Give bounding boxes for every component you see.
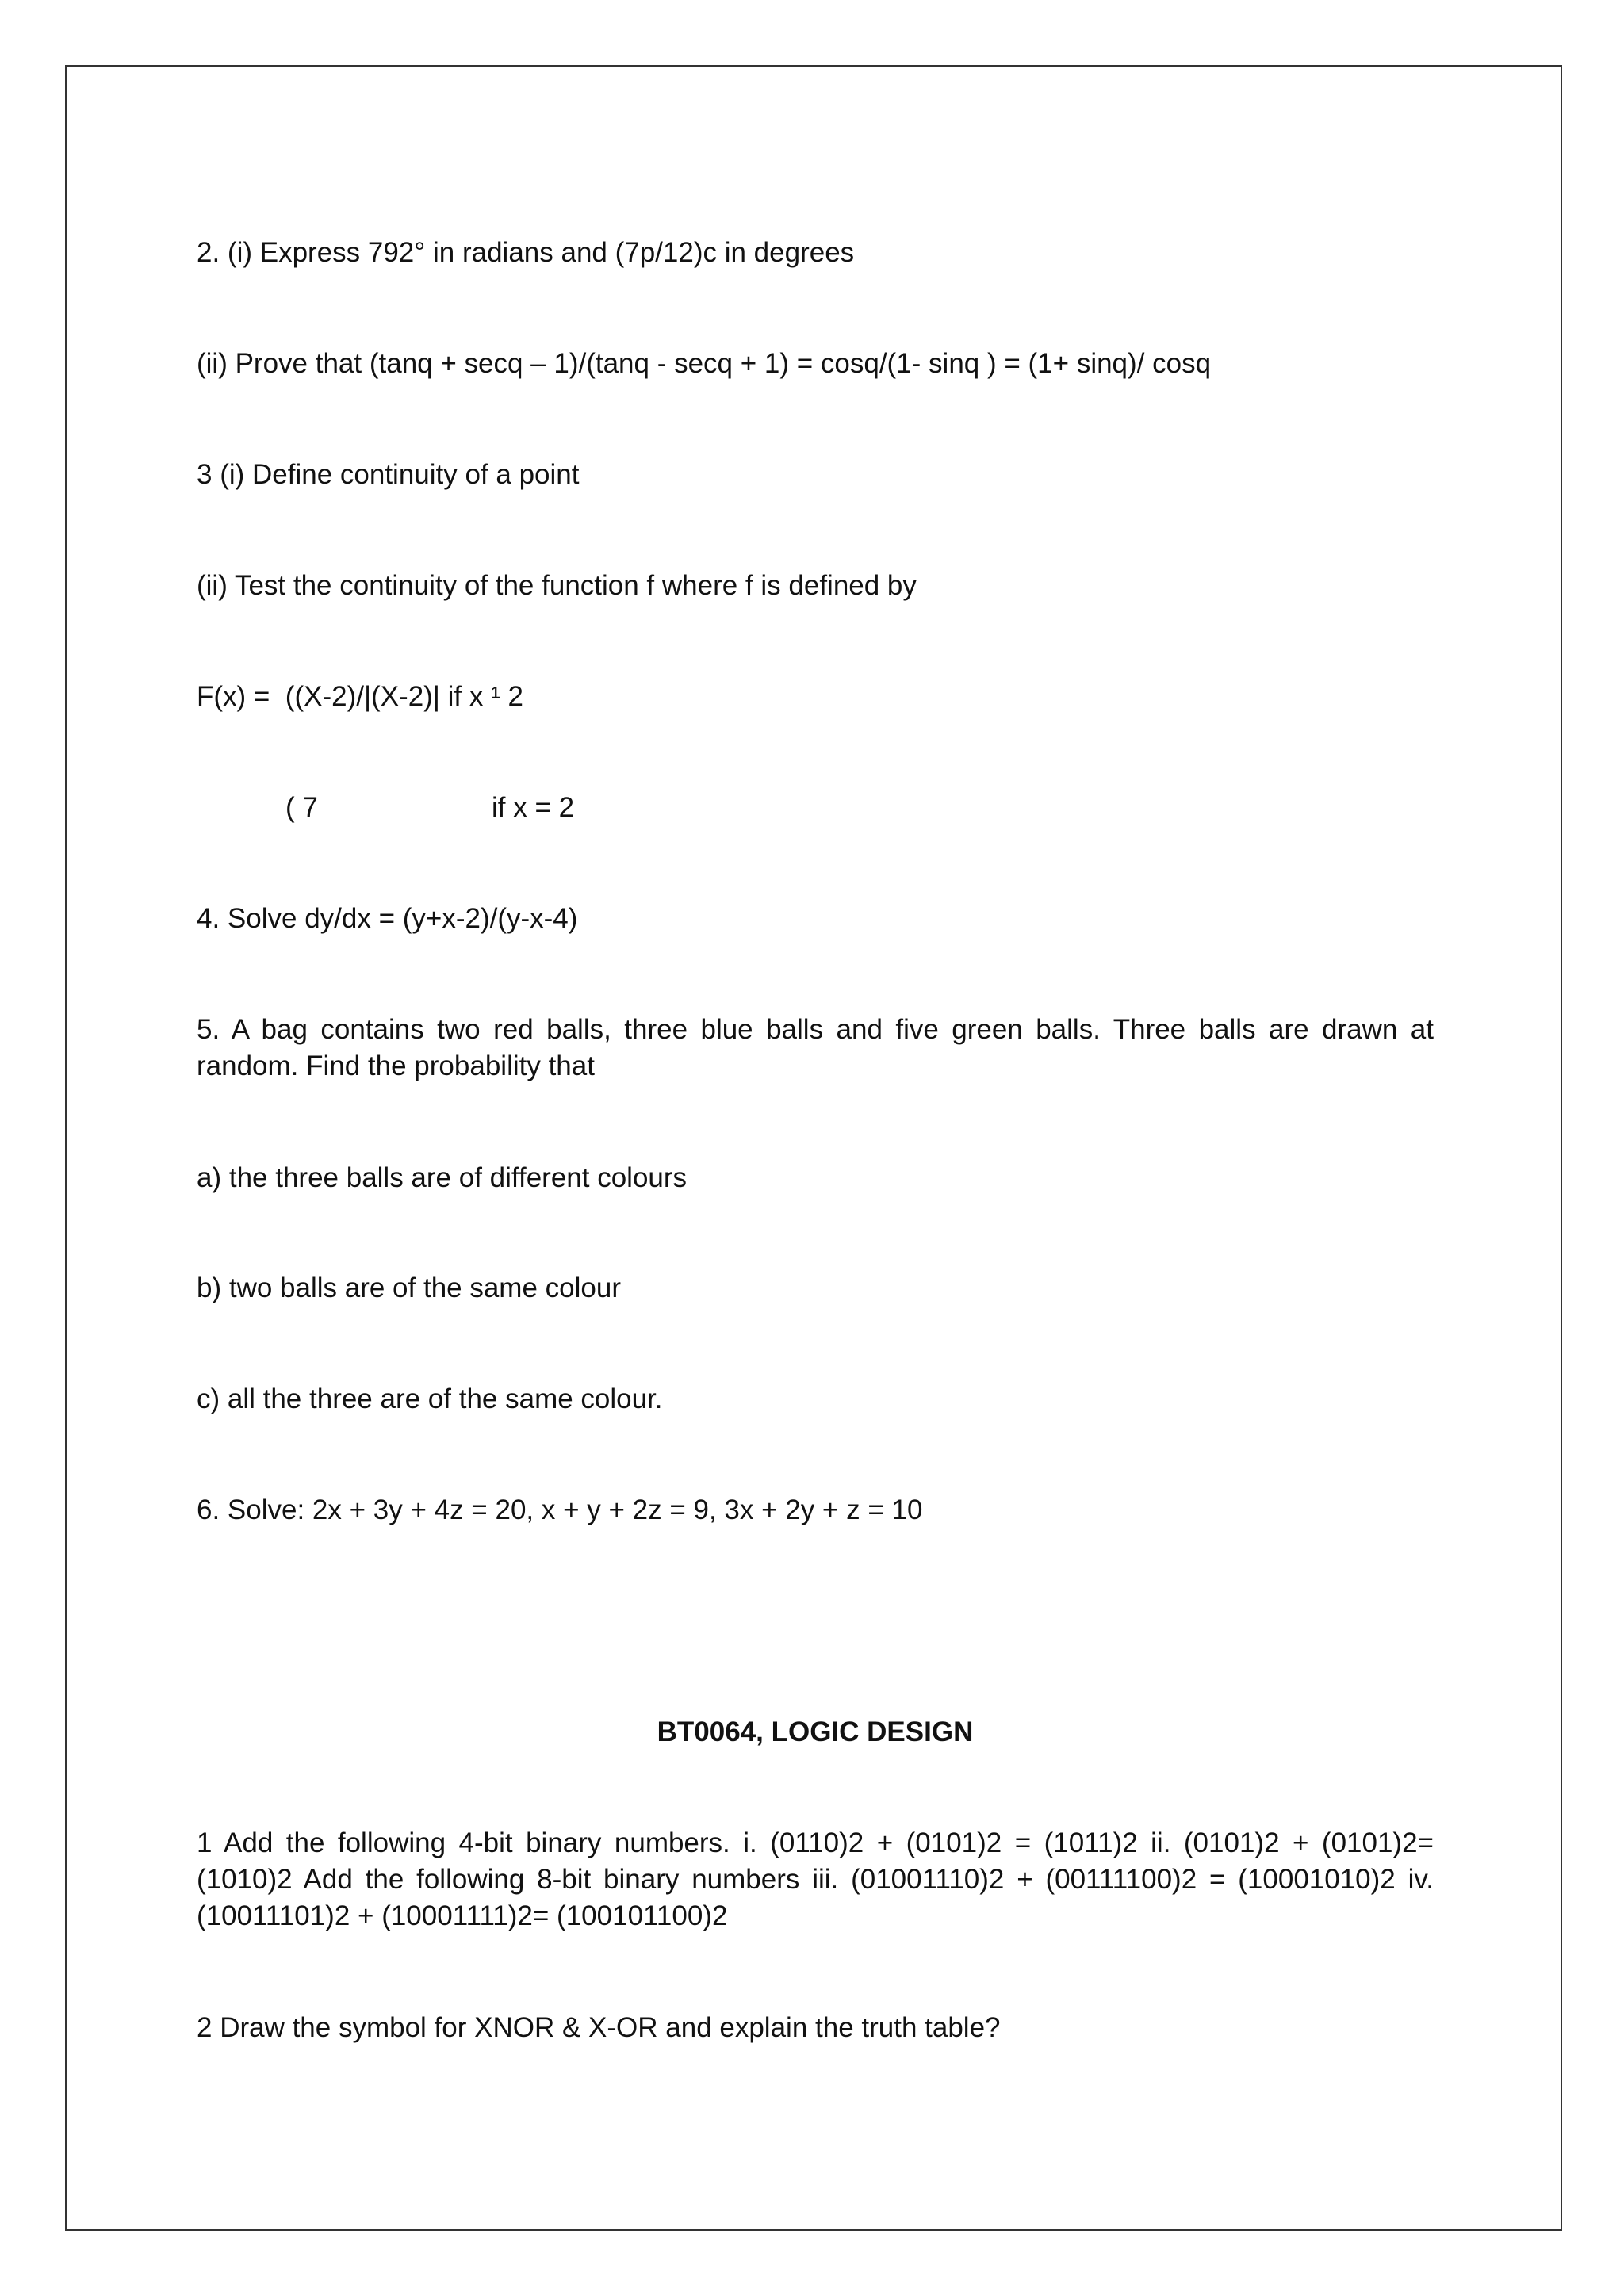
- question-5-a: a) the three balls are of different colours: [197, 1162, 688, 1193]
- question-3-ii: (ii) Test the continuity of the function f where f is defined by: [197, 570, 917, 601]
- question-2-ii: (ii) Prove that (tanq + secq – 1)/(tanq - secq + 1) = cosq/(1- sinq ) = (1+ sinq)/ cosq: [197, 348, 1212, 379]
- question-5: 5. A bag contains two red balls, three blue balls and five green balls. Three balls are drawn at random. Find the probability that: [197, 1014, 1434, 1081]
- question-5-b: b) two balls are of the same colour: [197, 1272, 621, 1303]
- question-3-case-value: ( 7: [285, 792, 318, 823]
- logic-question-1: 1 Add the following 4-bit binary numbers. i. (0110)2 + (0101)2 = (1011)2 ii. (0101)2 + (0101)2= (1010)2 Add the following 8-bit binary numbers iii. (01001110)2 + (00111100)2 = (10001010)2 iv. (10011101)2 + (10001111)2= (100101100)2: [197, 1827, 1434, 1931]
- question-4: 4. Solve dy/dx = (y+x-2)/(y-x-4): [197, 903, 578, 934]
- question-2-i: 2. (i) Express 792° in radians and (7p/12)c in degrees: [197, 237, 855, 268]
- question-3-function-definition: F(x) = ((X-2)/|(X-2)| if x ¹ 2: [197, 681, 523, 712]
- question-6: 6. Solve: 2x + 3y + 4z = 20, x + y + 2z = 9, 3x + 2y + z = 10: [197, 1494, 923, 1525]
- question-3-case-condition: if x = 2: [492, 792, 575, 823]
- section-heading: BT0064, LOGIC DESIGN: [657, 1716, 974, 1747]
- logic-question-2: 2 Draw the symbol for XNOR & X-OR and explain the truth table?: [197, 2012, 1001, 2043]
- question-3-i: 3 (i) Define continuity of a point: [197, 459, 580, 490]
- question-5-c: c) all the three are of the same colour.: [197, 1383, 663, 1414]
